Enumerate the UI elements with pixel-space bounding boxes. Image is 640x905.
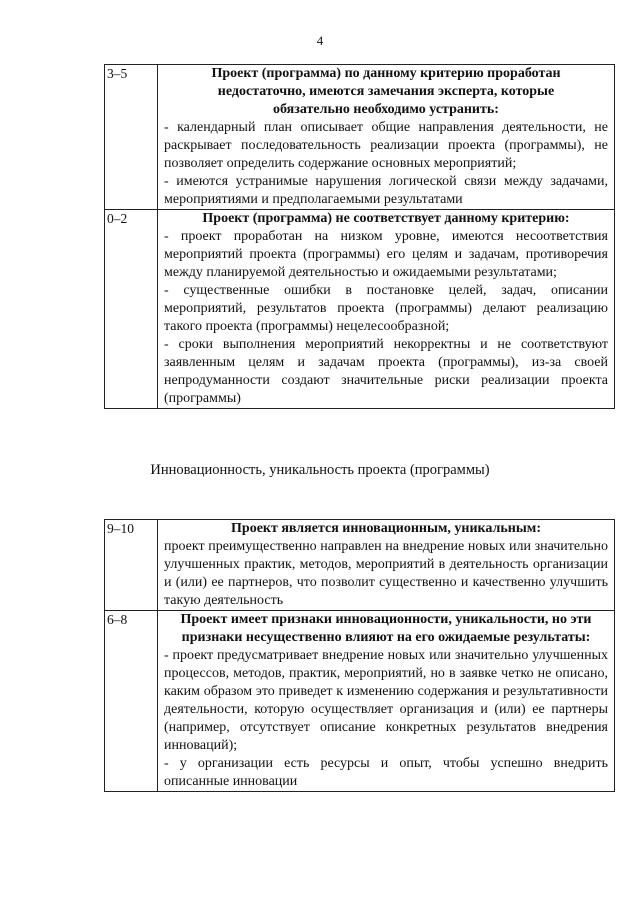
score-range: 3–5	[105, 65, 158, 210]
criterion-item: - проект проработан на низком уровне, имеются несоответствия мероприятий проекта (программы) его целям и задачам, противоречия между планируемой деятельностью и ожидаемыми результатами;	[164, 229, 608, 280]
score-range: 9–10	[105, 520, 158, 611]
table-row	[105, 210, 615, 409]
criterion-description	[158, 520, 615, 611]
section-title: Инновационность, уникальность проекта (программы)	[150, 462, 490, 478]
table-row	[105, 611, 615, 792]
criterion-heading: Проект является инновационным, уникальным:	[231, 521, 541, 536]
criterion-heading: Проект имеет признаки инновационности, уникальности, но эти признаки несущественно влияют на его ожидаемые результаты:	[180, 612, 592, 645]
criterion-heading: Проект (программа) по данному критерию проработан недостаточно, имеются замечания эксперта, которые обязательно необходимо устранить:	[211, 66, 561, 117]
criterion-item: - сроки выполнения мероприятий некорректны и не соответствуют заявленным целям и задачам проекта (программы), из-за своей непродуманности создают значительные риски реализации проекта (программы)	[164, 337, 608, 406]
criteria-table-1	[104, 64, 615, 409]
criterion-item: - календарный план описывает общие направления деятельности, не раскрывает последовательность реализации проекта (программы), не позволяет определить содержание основных мероприятий;	[164, 120, 608, 171]
criterion-description	[158, 210, 615, 409]
criterion-item: проект преимущественно направлен на внедрение новых или значительно улучшенных практик, методов, мероприятий в деятельность организации и (или) ее партнеров, что позволит существенно и качественно улучшить такую деятельность	[164, 539, 608, 608]
criterion-item: - проект предусматривает внедрение новых или значительно улучшенных процессов, методов, практик, мероприятий, но в заявке четко не описано, каким образом это приведет к изменению содержания и результативности деятельности, которую осуществляет организация и (или) ее партнеры (например, отсутствует описание конкретных результатов внедрения инноваций);	[164, 648, 608, 753]
criterion-description	[158, 65, 615, 210]
table-row	[105, 65, 615, 210]
table-row	[105, 520, 615, 611]
criterion-item: - имеются устранимые нарушения логической связи между задачами, мероприятиями и предполагаемыми результатами	[164, 174, 608, 207]
score-range: 6–8	[105, 611, 158, 792]
criterion-description	[158, 611, 615, 792]
criteria-table-2	[104, 519, 615, 792]
score-range: 0–2	[105, 210, 158, 409]
criterion-item: - у организации есть ресурсы и опыт, чтобы успешно внедрить описанные инновации	[164, 756, 608, 789]
page-number: 4	[316, 33, 324, 48]
criterion-item: - существенные ошибки в постановке целей, задач, описании мероприятий, результатов проекта (программы) делают реализацию такого проекта (программы) нецелесообразной;	[164, 283, 608, 334]
criterion-heading: Проект (программа) не соответствует данному критерию:	[202, 211, 570, 226]
